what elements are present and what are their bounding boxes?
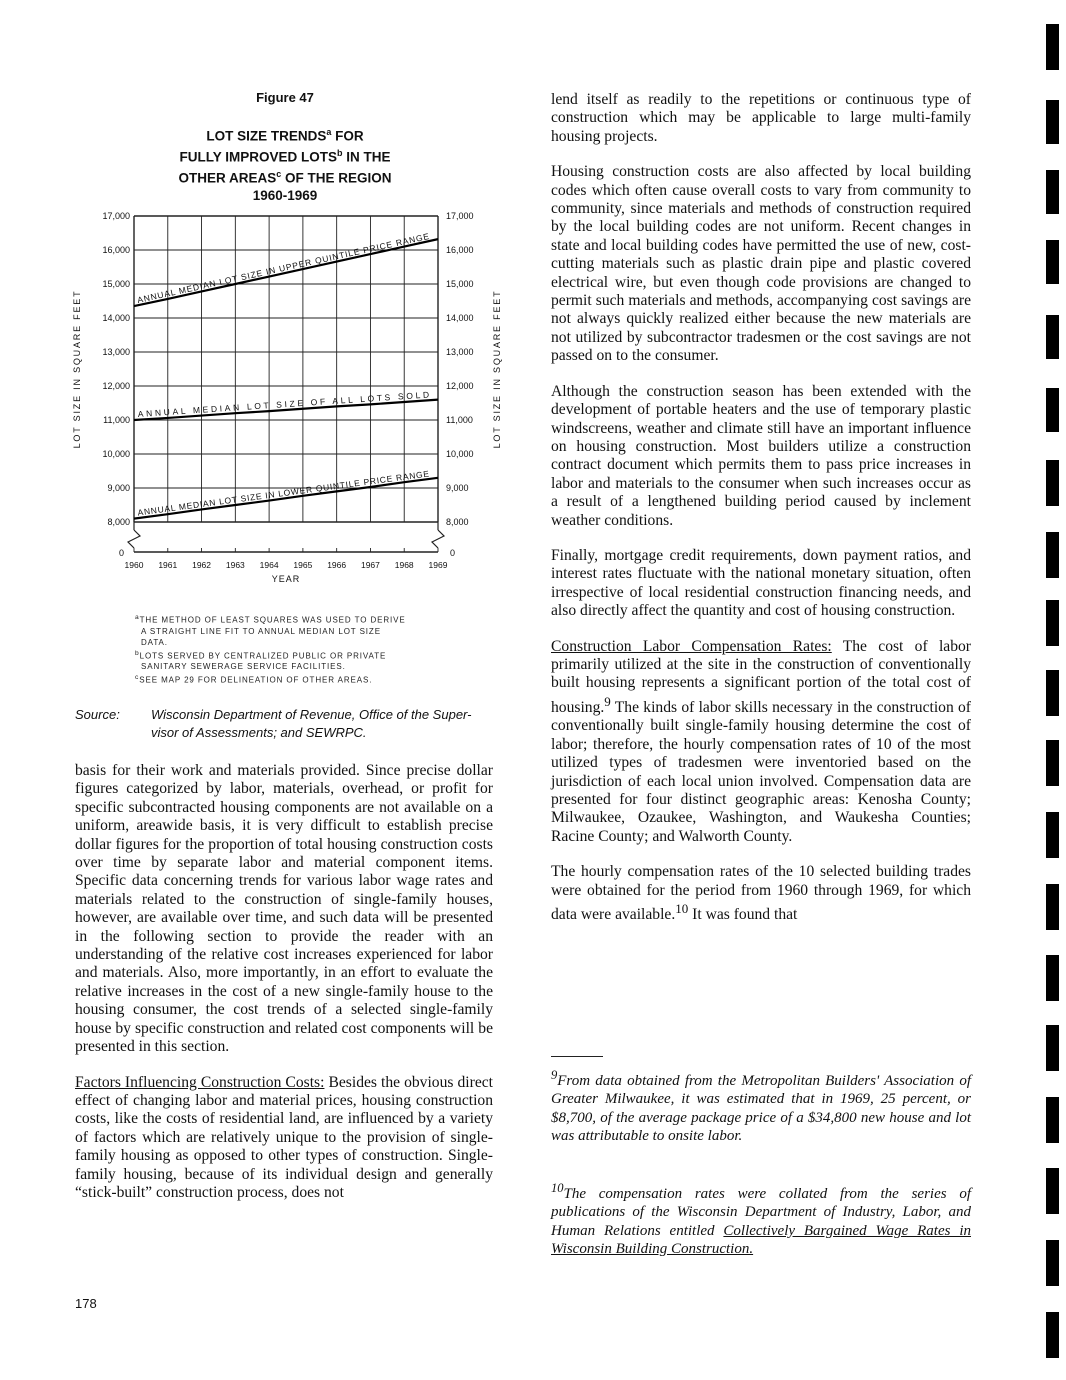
note-line: LOTS SERVED BY CENTRALIZED PUBLIC OR PRIVATE [139, 651, 387, 661]
paragraph: Finally, mortgage credit requirements, down payment ratios, and interest rates fluctuate with the national monetary situation, often irrespective of local residential construction financing needs, and also directly affect the quantity and cost of housing construction. [551, 546, 971, 620]
x-tick-label: 1960 [124, 560, 144, 570]
y-tick-label: 12,000 [102, 381, 130, 391]
axis-break [432, 530, 444, 548]
series-label: ANNUAL MEDIAN LOT SIZE IN LOWER QUINTILE PRICE RANGE [136, 468, 431, 518]
y-tick-label: 0 [450, 548, 456, 558]
paragraph-text: The hourly compensation rates of the 10 selected building trades were obtained for the period from 1960 through 1969, for which data were available. [551, 863, 971, 924]
note-a [135, 613, 465, 626]
y-axis-label-left: LOT SIZE IN SQUARE FEET [72, 289, 82, 449]
x-tick-label: 1965 [293, 560, 313, 570]
title-note-mark: a [326, 127, 332, 137]
y-tick-label: 16,000 [446, 245, 474, 255]
x-tick-label: 1964 [259, 560, 279, 570]
title-text: OF THE REGION [281, 170, 392, 186]
y-tick-label: 11,000 [103, 415, 130, 425]
title-text: LOT SIZE TRENDS [206, 128, 327, 144]
scan-mark [1046, 1240, 1059, 1286]
figure-source [75, 706, 505, 742]
scan-mark [1046, 240, 1059, 284]
scan-mark [1046, 600, 1059, 646]
x-tick-label: 1966 [327, 560, 347, 570]
x-tick-label: 1967 [360, 560, 380, 570]
source-text: visor of Assessments; and SEWRPC. [151, 725, 367, 740]
y-tick-label: 13,000 [446, 347, 474, 357]
paragraph: Although the construction season has been extended with the development of portable heaters and the use of temporary plastic windscreens, weather and climate still have an important influence on housing construction. Most builders utilize a construction contract document which permits them to pass price increases in labor and materials to the consumer when such increases occur as a result of a lengthened building period caused by inclement weather conditions. [551, 382, 971, 529]
footnote-citation: Collectively Bargained Wage Rates in Wisconsin Building Construction. [551, 1222, 971, 1258]
scan-mark [1046, 100, 1059, 144]
y-tick-label: 8,000 [107, 517, 130, 527]
scan-mark [1046, 460, 1059, 506]
paragraph [551, 638, 971, 847]
figure-title [120, 124, 450, 205]
title-text: FOR [331, 128, 364, 144]
scan-mark [1046, 884, 1059, 930]
x-tick-label: 1968 [394, 560, 414, 570]
paragraph-text: Besides the obvious direct effect of changing labor and material prices, housing construction costs, like the costs of residential land, are influenced by a variety of factors which are relatively unique to the provision of single-family housing as opposed to other types of construction. Single-family housing, because of its individual design and generally “stick-built” construction process, does not [75, 1073, 493, 1201]
y-tick-label: 10,000 [102, 449, 130, 459]
scan-mark [1046, 388, 1059, 432]
figure-notes [135, 613, 465, 687]
series-label: ANNUAL MEDIAN LOT SIZE OF ALL LOTS SOLD [137, 389, 431, 419]
scan-mark [1046, 315, 1059, 359]
title-note-mark: c [276, 169, 282, 179]
scan-mark [1046, 170, 1059, 214]
source-text: Wisconsin Department of Revenue, Office of the Super- [151, 707, 472, 722]
note-mark: c [135, 674, 140, 682]
y-tick-label: 11,000 [446, 415, 473, 425]
x-tick-label: 1969 [428, 560, 448, 570]
title-text: FULLY IMPROVED LOTS [179, 149, 337, 165]
y-tick-label: 8,000 [446, 517, 469, 527]
paragraph: basis for their work and materials provided. Since precise dollar figures categorized by labor, materials, overhead, or profit for specific subcontracted housing components are not available on a uniform, areawide basis, it is very difficult to establish precise dollar figures for the proportion of total housing construction costs over time by separate labor and material component items. Specific data concerning trends for various labor wage rates and materials related to the construction of single-family houses, however, are available over time, and such data will be presented in the following section to provide the reader with an understanding of the relative cost increases experienced for labor and materials. Also, more importantly, in an effort to evaluate the relative increases in the cost of a new single-family house to the housing consumer, the cost trends of a selected single-family house by specific construction and related cost components will be presented in this section. [75, 762, 493, 1056]
title-text: 1960-1969 [252, 188, 318, 203]
y-tick-label: 17,000 [446, 211, 474, 221]
y-tick-label: 0 [118, 548, 124, 558]
section-heading: Construction Labor Compensation Rates: [551, 637, 832, 655]
section-heading: Factors Influencing Construction Costs: [75, 1073, 325, 1091]
note-mark: a [135, 614, 140, 621]
series-label: ANNUAL MEDIAN LOT SIZE IN UPPER QUINTILE PRICE RANGE [136, 230, 431, 306]
scan-mark [1046, 24, 1059, 70]
series-line [134, 478, 438, 519]
note-line: SANITARY SEWERAGE SERVICE FACILITIES. [141, 662, 346, 672]
note-line: SEE MAP 29 FOR DELINEATION OF OTHER AREAS. [139, 675, 373, 685]
paragraph [551, 863, 971, 924]
note-line: THE METHOD OF LEAST SQUARES WAS USED TO DERIVE [139, 615, 406, 625]
scan-mark [1046, 670, 1059, 716]
note-b [135, 649, 465, 662]
y-tick-label: 16,000 [102, 245, 130, 255]
y-tick-label: 13,000 [102, 347, 130, 357]
paragraph [75, 1074, 493, 1203]
footnote-10 [551, 1179, 971, 1259]
paragraph: lend itself as readily to the repetitions or continuous type of construction which may be applicable to large multi-family housing projects. [551, 91, 971, 145]
paragraph-text: The cost of labor primarily utilized at the site in the construction of conventionally built housing represents a significant portion of the total cost of housing. [551, 637, 971, 716]
x-tick-label: 1962 [192, 560, 212, 570]
footnote-mark: 9 [551, 1068, 558, 1082]
note-mark: b [135, 649, 140, 657]
figure-label: Figure 47 [256, 90, 314, 105]
paragraph-text: The kinds of labor skills necessary in the construction of conventionally built single-family housing determine the cost of labor; therefore, the hourly compensation rates of 10 of the most utilized types of tradesmen were inventoried based on the jurisdiction of each local union involved. Compensation data are presented for four distinct geographic areas: Kenosha County; Milwaukee, Ozaukee, Washington, and Waukesha Counties; Racine County; and Walworth County. [551, 698, 971, 845]
lot-size-chart [60, 200, 510, 600]
title-note-mark: b [337, 148, 343, 158]
y-tick-label: 12,000 [446, 381, 474, 391]
note-line: DATA. [141, 637, 168, 647]
right-column [551, 91, 971, 942]
y-tick-label: 14,000 [102, 313, 130, 323]
y-tick-label: 14,000 [446, 313, 474, 323]
footnote-ref: 10 [675, 901, 689, 917]
y-tick-label: 15,000 [446, 279, 474, 289]
scan-mark [1046, 955, 1059, 1001]
scan-mark [1046, 532, 1059, 578]
scan-mark [1046, 812, 1059, 858]
x-axis-label: YEAR [271, 574, 301, 584]
paragraph-text: It was found that [688, 906, 798, 924]
paragraph: Housing construction costs are also affected by local building codes which often cause overall costs to vary from community to community, since materials and methods of construction required by the local building codes are not uniform. Recent changes in state and local building codes have permitted the use of new, cost-cutting materials such as plastic drain pipe and plastic covered electrical wire, but even though code provisions are changed to permit such materials and methods, accompanying cost savings are not always quickly realized either because the new materials are not utilized by subcontractor tradesmen or the cost savings are not passed on to the consumer. [551, 163, 971, 365]
scan-mark [1046, 1025, 1059, 1071]
axis-break [128, 530, 140, 548]
series-line [134, 239, 438, 306]
y-tick-label: 10,000 [446, 449, 474, 459]
page-number: 178 [75, 1296, 97, 1311]
footnote-rule [551, 1056, 603, 1057]
footnote-text: The compensation rates were collated from the series of publications of the Wisconsin Department of Industry, Labor, and Human Relations entitled [551, 1186, 971, 1239]
x-tick-label: 1963 [225, 560, 245, 570]
scan-mark [1046, 1312, 1059, 1358]
footnote-text: From data obtained from the Metropolitan Builders' Association of Greater Milwaukee, it was estimated that in 1969, 25 percent, or $8,700, of the average package price of a $34,800 new house and lot was attributable to onsite labor. [551, 1073, 971, 1145]
footnote-ref: 9 [604, 693, 611, 709]
y-axis-label-right: LOT SIZE IN SQUARE FEET [492, 289, 502, 449]
scan-mark [1046, 740, 1059, 786]
title-text: OTHER AREAS [178, 170, 277, 186]
note-line: A STRAIGHT LINE FIT TO ANNUAL MEDIAN LOT SIZE [141, 626, 381, 636]
left-column [75, 762, 493, 1219]
y-tick-label: 9,000 [107, 483, 130, 493]
y-tick-label: 17,000 [102, 211, 130, 221]
x-tick-label: 1961 [158, 560, 178, 570]
footnote-9 [551, 1066, 971, 1146]
source-label: Source: [75, 707, 120, 722]
title-text: IN THE [342, 149, 391, 165]
note-c [135, 673, 465, 686]
scan-mark [1046, 1168, 1059, 1214]
footnote-mark: 10 [551, 1181, 564, 1195]
y-tick-label: 15,000 [102, 279, 130, 289]
scan-mark [1046, 1097, 1059, 1143]
y-tick-label: 9,000 [446, 483, 469, 493]
